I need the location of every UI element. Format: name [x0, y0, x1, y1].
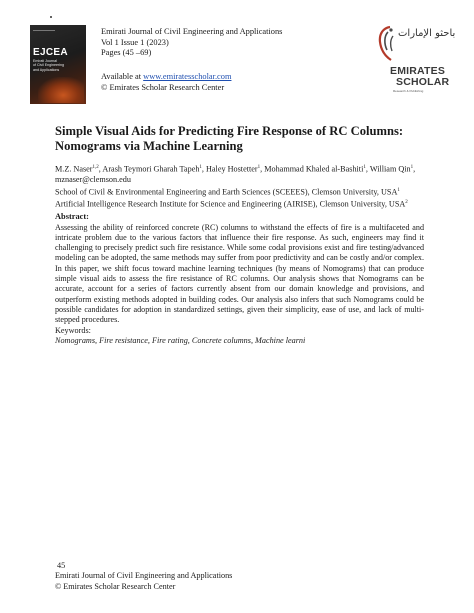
cover-title-line: of Civil Engineering — [33, 63, 64, 68]
author-name: Mohammad Khaled al-Bashiti — [264, 164, 364, 174]
affiliation-mark: 1 — [397, 187, 400, 193]
author-separator: , — [413, 164, 416, 174]
author-name: Haley Hostetter — [206, 164, 258, 174]
cover-logo-text: EJCEA — [33, 47, 68, 58]
page-footer — [55, 561, 232, 592]
available-prefix: Available at — [101, 72, 144, 81]
cover-fire-graphic — [38, 77, 84, 103]
author-name: M.Z. Naser — [55, 164, 93, 174]
author-affiliation-mark: 1 — [257, 165, 261, 170]
author-affiliation-mark: 1 — [363, 165, 366, 170]
affiliation-2 — [55, 198, 445, 210]
cover-title — [33, 59, 83, 72]
abstract-section — [55, 212, 424, 325]
falcon-icon — [376, 24, 398, 64]
journal-pages: Pages (45 –69) — [101, 48, 152, 58]
cover-title-line: Emirati Journal — [33, 59, 57, 63]
availability-block — [101, 72, 231, 93]
journal-volume: Vol 1 Issue 1 (2023) — [101, 37, 169, 47]
page-number: 45 — [57, 561, 66, 570]
logo-name-line2: SCHOLAR — [396, 76, 450, 88]
journal-name: Emirati Journal of Civil Engineering and Applications — [101, 27, 283, 36]
header-dot — [50, 16, 52, 18]
paper-title — [55, 124, 435, 155]
logo-tagline: Research & Publishing — [393, 89, 424, 93]
author-affiliation-mark: 1 — [410, 165, 414, 170]
author-block — [55, 163, 445, 211]
abstract-text: Assessing the ability of reinforced concrete (RC) columns to withstand the effects of fire is a multifaceted and intricate problem due to the various factors that influence their fire response. As such, engineers may find it challenging to precisely predict such fire resistance. While some codal provisions exist and fire testing/advanced modeling can be adopted, the same methods may suffer from poor predictivity and can be costly and/or complex. In this paper, we shift focus toward machine learning techniques (by means of Nomograms) that can produce simple visual aids to assess the fire resistance of RC columns. Our analysis shows that Nomograms can be accurate, account for a series of factors currently absent from our domain knowledge and provisions, and outperform existing methods adopted in building codes. Our analysis also infers that such Nomograms could be possible candidates for adoption in standardized settings, given their simplicity, ease of use, and lack of multi-stepped procedures. — [55, 222, 424, 325]
availability-line — [101, 72, 231, 83]
paper-title-line: Nomograms via Machine Learning — [55, 139, 243, 154]
affiliation-1 — [55, 186, 445, 198]
emirates-scholar-logo — [376, 24, 456, 96]
cover-rule — [33, 30, 55, 31]
author-affiliation-mark: 1 — [199, 165, 202, 170]
footer-copyright: © Emirates Scholar Research Center — [55, 581, 176, 591]
logo-name-line1: EMIRATES — [390, 65, 446, 77]
journal-copyright: © Emirates Scholar Research Center — [101, 82, 225, 92]
author-list — [55, 163, 445, 175]
author-name: Arash Teymori Gharah Tapeh — [102, 164, 200, 174]
affiliation-text: School of Civil & Environmental Engineering and Earth Sciences (SCEEES), Clemson University, USA — [55, 187, 398, 197]
author-separator: , — [98, 164, 103, 174]
author-separator: , — [260, 164, 265, 174]
author-separator: , — [365, 164, 370, 174]
keywords-heading: Keywords: — [55, 326, 91, 335]
author-separator: , — [201, 164, 207, 174]
journal-cover-image — [30, 25, 86, 104]
author-name: William Qin — [369, 164, 411, 174]
cover-title-line: and Applications — [33, 67, 60, 72]
affiliation-text: Artificial Intelligence Research Institute for Science and Engineering (AIRISE), Clemson University, USA — [55, 199, 406, 209]
author-affiliation-mark: 1,2 — [92, 165, 99, 170]
keywords-text: Nomograms, Fire resistance, Fire rating, Concrete columns, Machine learni — [55, 336, 306, 346]
affiliation-mark: 2 — [405, 200, 408, 206]
logo-arabic-text: باحثو الإمارات — [398, 28, 456, 39]
keywords-section — [55, 326, 435, 347]
footer-journal-name: Emirati Journal of Civil Engineering and Applications — [55, 571, 233, 581]
corresponding-email: mznaser@clemson.edu — [55, 175, 131, 185]
abstract-heading: Abstract: — [55, 212, 89, 221]
journal-website-link[interactable]: www.emiratesscholar.com — [143, 72, 232, 81]
journal-info — [101, 27, 282, 59]
paper-title-line: Simple Visual Aids for Predicting Fire Response of RC Columns: — [55, 124, 404, 138]
